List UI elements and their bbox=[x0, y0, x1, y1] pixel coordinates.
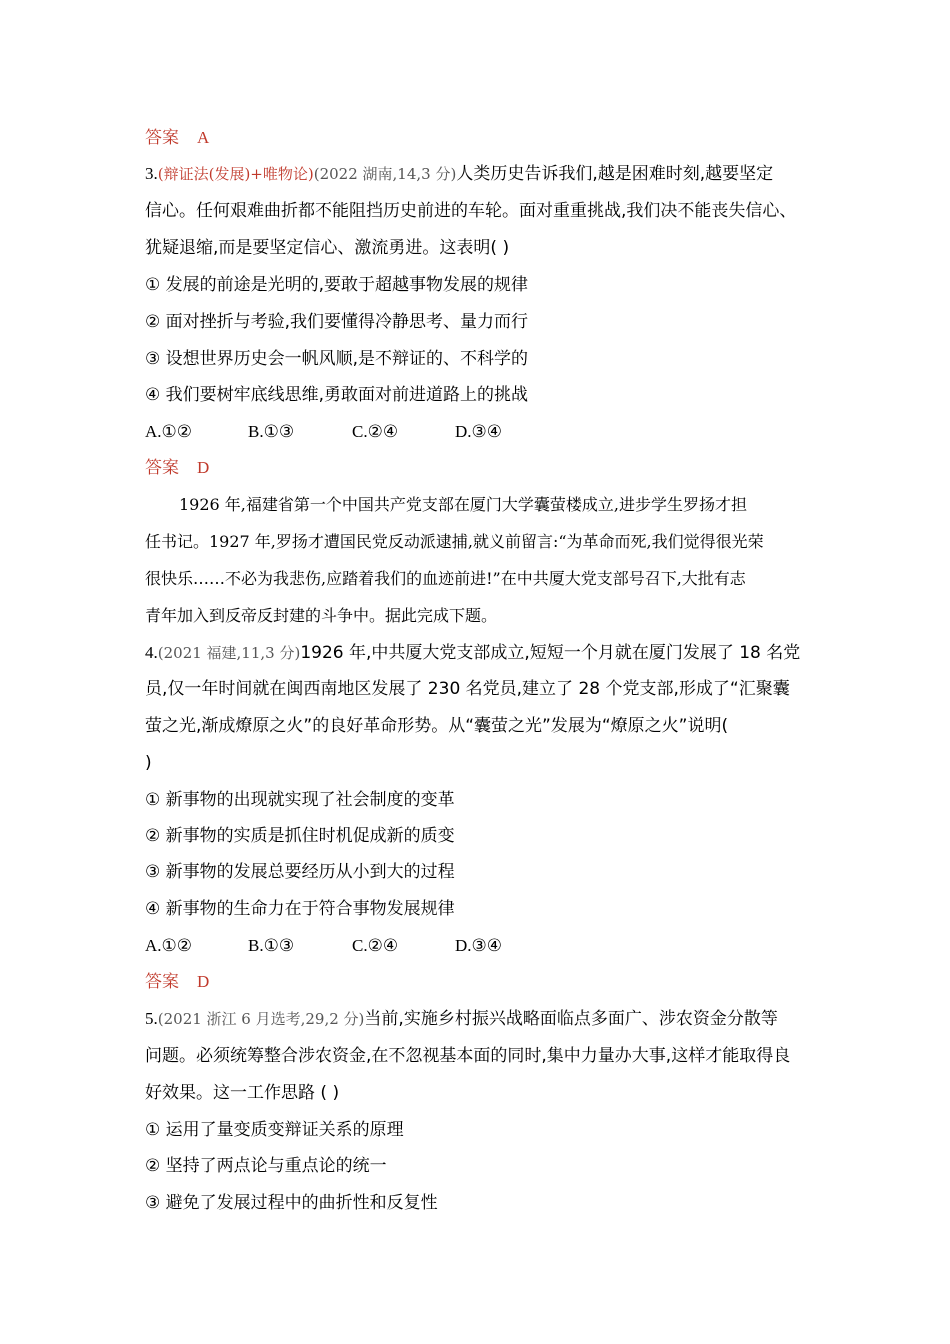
question-3-item-4: ④ 我们要树牢底线思维,勇敢面对前进道路上的挑战 bbox=[145, 385, 529, 405]
question-3-stem-3: 犹疑退缩,而是要坚定信心、激流勇进。这表明( ) bbox=[145, 238, 510, 258]
answer-line bbox=[145, 126, 209, 150]
answer-label: 答案 bbox=[145, 128, 179, 148]
question-number: 4. bbox=[145, 643, 158, 662]
material-line-2: 任书记。1927 年,罗扬才遭国民党反动派逮捕,就义前留言:“为革命而死,我们觉得很光荣 bbox=[145, 532, 764, 551]
question-5-item-2: ② 坚持了两点论与重点论的统一 bbox=[145, 1156, 387, 1176]
question-4-item-1: ① 新事物的出现就实现了社会制度的变革 bbox=[145, 790, 455, 810]
question-4-item-2: ② 新事物的实质是抓住时机促成新的质变 bbox=[145, 826, 455, 846]
option-d: D.③④ bbox=[455, 936, 503, 955]
question-4-stem bbox=[145, 641, 800, 665]
question-5-stem-3: 好效果。这一工作思路 ( ) bbox=[145, 1083, 340, 1103]
option-c: C.②④ bbox=[352, 936, 399, 955]
question-tag: (辩证法(发展)+唯物论) bbox=[157, 165, 314, 183]
question-text: 人类历史告诉我们,越是困难时刻,越要坚定 bbox=[456, 164, 774, 184]
material-line-1: 1926 年,福建省第一个中国共产党支部在厦门大学囊萤楼成立,进步学生罗扬才担 bbox=[179, 495, 747, 514]
question-5-item-3: ③ 避免了发展过程中的曲折性和反复性 bbox=[145, 1193, 438, 1213]
answer-value: D bbox=[197, 972, 210, 991]
question-3-item-1: ① 发展的前途是光明的,要敢于超越事物发展的规律 bbox=[145, 275, 529, 295]
question-5-item-1: ① 运用了量变质变辩证关系的原理 bbox=[145, 1120, 404, 1140]
answer-value: D bbox=[197, 458, 210, 477]
question-3-item-2: ② 面对挫折与考验,我们要懂得冷静思考、量力而行 bbox=[145, 312, 529, 332]
material-line-3: 很快乐……不必为我悲伤,应踏着我们的血迹前进!”在中共厦大党支部号召下,大批有志 bbox=[145, 569, 746, 588]
question-4-stem-4: ) bbox=[145, 753, 152, 773]
question-text: 1926 年,中共厦大党支部成立,短短一个月就在厦门发展了 18 名党 bbox=[300, 643, 801, 663]
question-4-stem-2: 员,仅一年时间就在闽西南地区发展了 230 名党员,建立了 28 个党支部,形成了“汇聚囊 bbox=[145, 679, 790, 699]
option-b: B.①③ bbox=[248, 936, 295, 955]
option-c: C.②④ bbox=[352, 422, 399, 441]
option-a: A.①② bbox=[145, 936, 193, 955]
question-3-stem-2: 信心。任何艰难曲折都不能阻挡历史前进的车轮。面对重重挑战,我们决不能丧失信心、 bbox=[145, 201, 797, 221]
question-5-stem bbox=[145, 1007, 778, 1031]
question-5-stem-2: 问题。必须统筹整合涉农资金,在不忽视基本面的同时,集中力量办大事,这样才能取得良 bbox=[145, 1046, 791, 1066]
question-3-stem bbox=[145, 162, 773, 186]
answer-line bbox=[145, 970, 209, 994]
option-b: B.①③ bbox=[248, 422, 295, 441]
question-4-item-3: ③ 新事物的发展总要经历从小到大的过程 bbox=[145, 862, 455, 882]
question-source: (2021 福建,11,3 分) bbox=[157, 644, 301, 662]
answer-line bbox=[145, 456, 209, 480]
option-a: A.①② bbox=[145, 422, 193, 441]
question-number: 5. bbox=[145, 1009, 158, 1028]
option-d: D.③④ bbox=[455, 422, 503, 441]
question-number: 3. bbox=[145, 164, 158, 183]
question-source: (2021 浙江 6 月选考,29,2 分) bbox=[157, 1010, 365, 1028]
question-3-item-3: ③ 设想世界历史会一帆风顺,是不辩证的、不科学的 bbox=[145, 349, 529, 369]
question-4-stem-3: 萤之光,渐成燎原之火”的良好革命形势。从“囊萤之光”发展为“燎原之火”说明( bbox=[145, 716, 729, 736]
question-4-item-4: ④ 新事物的生命力在于符合事物发展规律 bbox=[145, 899, 455, 919]
answer-label: 答案 bbox=[145, 458, 179, 478]
question-source: (2022 湖南,14,3 分) bbox=[313, 165, 457, 183]
answer-value: A bbox=[197, 128, 210, 147]
question-text: 当前,实施乡村振兴战略面临点多面广、涉农资金分散等 bbox=[364, 1009, 778, 1029]
answer-label: 答案 bbox=[145, 972, 179, 992]
material-line-4: 青年加入到反帝反封建的斗争中。据此完成下题。 bbox=[145, 606, 498, 625]
